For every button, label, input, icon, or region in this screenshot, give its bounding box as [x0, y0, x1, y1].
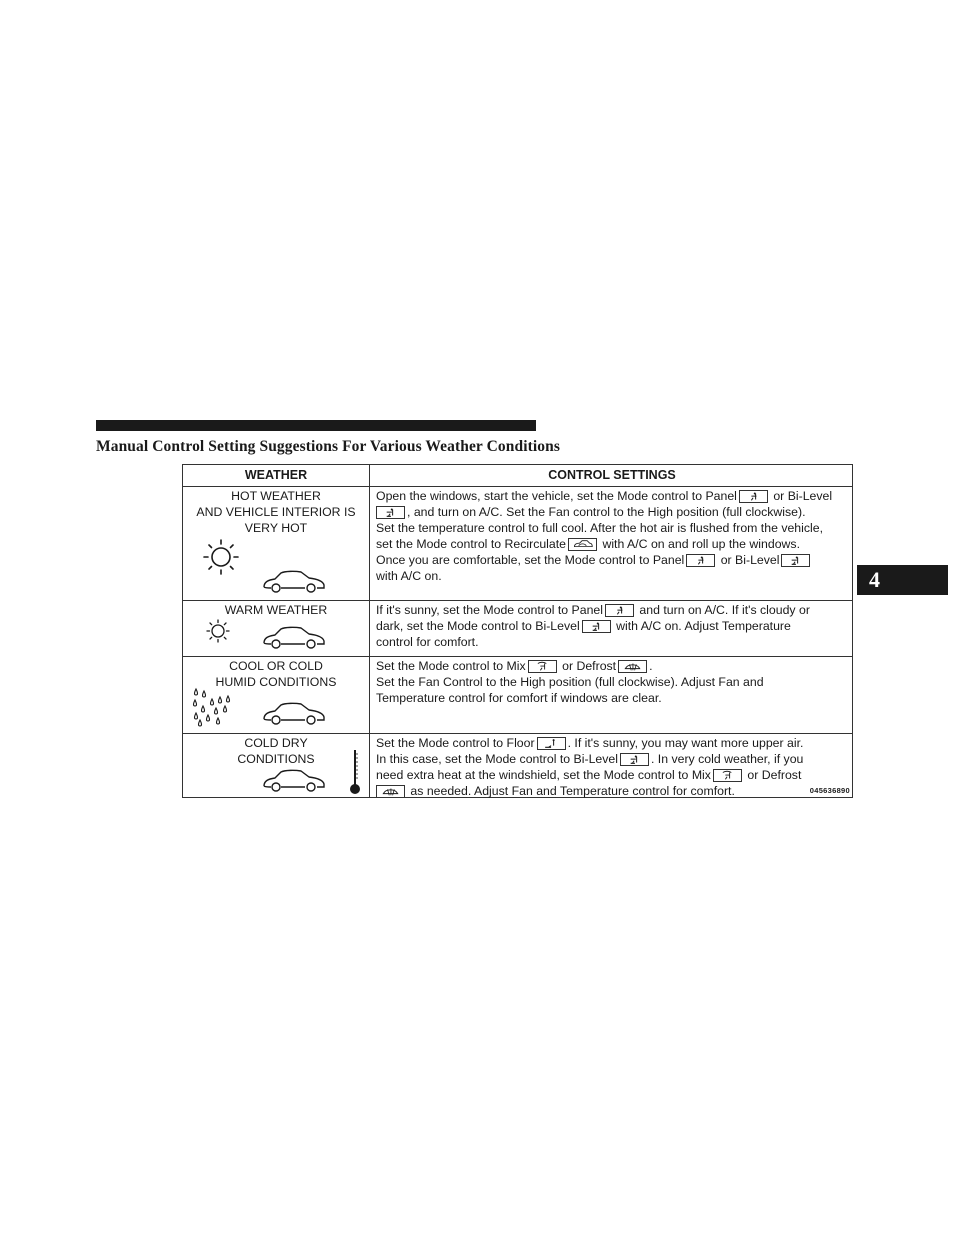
weather-line: HOT WEATHER — [231, 489, 321, 503]
text-line — [376, 488, 851, 504]
car-icon — [261, 768, 327, 794]
text-run: Once you are comfortable, set the Mode control to Panel — [376, 553, 685, 567]
panel-mode-icon — [739, 490, 768, 503]
weather-line: VERY HOT — [244, 521, 308, 535]
text-line — [376, 504, 851, 520]
image-code: 045636890 — [809, 786, 850, 795]
weather-line: CONDITIONS — [237, 752, 315, 766]
chapter-tab: 4 — [857, 565, 948, 595]
text-line — [376, 767, 851, 783]
text-run: Set the Mode control to Floor — [376, 736, 535, 750]
table-row — [183, 656, 852, 733]
text-line — [376, 552, 851, 568]
control-cell — [376, 658, 851, 706]
sun-icon — [201, 537, 241, 577]
text-line: Set the temperature control to full cool. After the hot air is flushed from the vehicle, — [376, 521, 824, 535]
text-run: If it's sunny, set the Mode control to Panel — [376, 603, 603, 617]
text-run: . — [649, 659, 653, 673]
table-row — [183, 486, 852, 600]
weather-settings-table — [182, 464, 853, 798]
weather-line: HUMID CONDITIONS — [215, 675, 337, 689]
text-line: Temperature control for comfort if windows are clear. — [376, 691, 662, 705]
text-run: as needed. Adjust Fan and Temperature control for comfort. — [410, 784, 735, 798]
weather-cell — [183, 657, 369, 733]
text-run: and turn on A/C. If it's cloudy or — [639, 603, 810, 617]
text-line — [376, 618, 851, 634]
text-line — [376, 783, 851, 799]
control-cell — [376, 735, 851, 799]
mix-mode-icon — [528, 660, 557, 673]
header-control-settings: CONTROL SETTINGS — [548, 468, 676, 482]
bi-level-mode-icon — [582, 620, 611, 633]
text-run: or Defrost — [562, 659, 617, 673]
weather-cell — [183, 601, 369, 656]
text-run: or Bi-Level — [720, 553, 780, 567]
text-run: dark, set the Mode control to Bi-Level — [376, 619, 580, 633]
header-weather: WEATHER — [244, 468, 308, 482]
bi-level-mode-icon — [781, 554, 810, 567]
text-run: with A/C on and roll up the windows. — [602, 537, 800, 551]
text-line — [376, 658, 851, 674]
defrost-mode-icon — [376, 785, 405, 798]
text-line: control for comfort. — [376, 635, 479, 649]
panel-mode-icon — [686, 554, 715, 567]
mix-mode-icon — [713, 769, 742, 782]
table-row — [183, 600, 852, 656]
text-run: or Bi-Level — [773, 489, 833, 503]
text-line: with A/C on. — [376, 569, 442, 583]
weather-cell — [183, 487, 369, 600]
text-run: Open the windows, start the vehicle, set the Mode control to Panel — [376, 489, 737, 503]
raindrops-icon — [191, 687, 233, 729]
table-row — [183, 733, 852, 797]
text-line: Set the Fan Control to the High position (full clockwise). Adjust Fan and — [376, 675, 764, 689]
text-run: In this case, set the Mode control to Bi-Level — [376, 752, 618, 766]
text-run: . In very cold weather, if you — [650, 752, 804, 766]
panel-mode-icon — [605, 604, 634, 617]
text-run: , and turn on A/C. Set the Fan control to the High position (full clockwise). — [407, 505, 806, 519]
control-cell — [376, 488, 851, 584]
floor-mode-icon — [537, 737, 566, 750]
text-run: set the Mode control to Recirculate — [376, 537, 567, 551]
defrost-mode-icon — [618, 660, 647, 673]
text-line — [376, 536, 851, 552]
thermometer-icon — [347, 748, 363, 796]
text-line — [376, 602, 851, 618]
text-run: . If it's sunny, you may want more upper air. — [567, 736, 804, 750]
weather-line: WARM WEATHER — [224, 603, 328, 617]
text-run: need extra heat at the windshield, set the Mode control to Mix — [376, 768, 711, 782]
text-run: with A/C on. Adjust Temperature — [616, 619, 791, 633]
text-run: Set the Mode control to Mix — [376, 659, 526, 673]
sun-icon — [205, 618, 231, 644]
bi-level-mode-icon — [376, 506, 405, 519]
control-cell — [376, 602, 851, 650]
weather-line: COOL OR COLD — [229, 659, 323, 673]
weather-cell — [183, 734, 369, 797]
section-heading: Manual Control Setting Suggestions For Various Weather Conditions — [96, 438, 560, 455]
car-icon — [261, 701, 327, 727]
section-top-rule — [96, 420, 536, 431]
car-icon — [261, 569, 327, 595]
table-header-row — [183, 465, 852, 486]
recirculate-mode-icon — [568, 538, 597, 551]
bi-level-mode-icon — [620, 753, 649, 766]
text-line — [376, 751, 851, 767]
text-run: or Defrost — [747, 768, 802, 782]
text-line — [376, 735, 851, 751]
weather-line: AND VEHICLE INTERIOR IS — [196, 505, 356, 519]
car-icon — [261, 625, 327, 651]
weather-line: COLD DRY — [244, 736, 308, 750]
